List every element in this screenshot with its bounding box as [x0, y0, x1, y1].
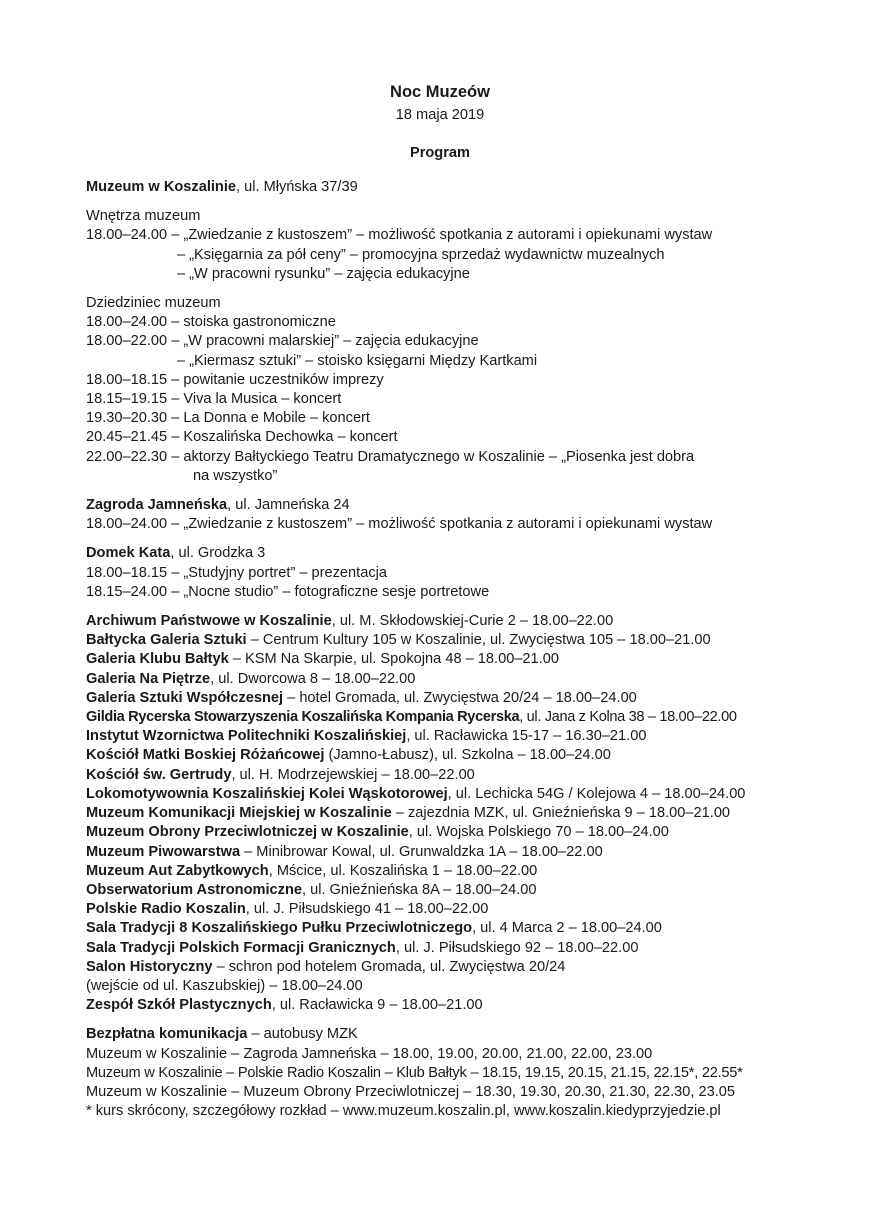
- venue-item: [86, 766, 806, 785]
- venue-name: Sala Tradycji 8 Koszalińskiego Pułku Przeciwlotniczego: [86, 920, 473, 937]
- venue-name: Gildia Rycerska Stowarzyszenia Koszalińska Kompania Rycerska: [86, 709, 520, 726]
- venue-detail: , ul. Racławicka 9 – 18.00–21.00: [271, 997, 483, 1014]
- venue-item: [86, 650, 806, 669]
- schedule-line: 22.00–22.30 – aktorzy Bałtyckiego Teatru Dramatycznego w Koszalinie – „Piosenka jest dobra: [86, 448, 695, 465]
- schedule-line: na wszystko”: [193, 467, 278, 484]
- venue-item-continuation: (wejście od ul. Kaszubskiej) – 18.00–24.00: [86, 977, 363, 994]
- venue-name: Kościół Matki Boskiej Różańcowej: [86, 747, 325, 764]
- venue-name: Instytut Wzornictwa Politechniki Koszalińskiej: [86, 728, 407, 745]
- venue-detail: (Jamno-Łabusz), ul. Szkolna – 18.00–24.00: [324, 747, 611, 764]
- venue-name: Salon Historyczny: [86, 958, 213, 975]
- venue-item: [86, 612, 806, 631]
- venue-name: Bałtycka Galeria Sztuki: [86, 632, 247, 649]
- venue-heading-domek: [86, 544, 806, 563]
- venue-detail: , ul. M. Skłodowskiej-Curie 2 – 18.00–22.00: [331, 613, 614, 630]
- transport-line: Muzeum w Koszalinie – Polskie Radio Koszalin – Klub Bałtyk – 18.15, 19.15, 20.15, 21.15, 22.15*, 22.55*: [86, 1064, 743, 1081]
- venue-detail: , ul. Lechicka 54G / Kolejowa 4 – 18.00–24.00: [447, 785, 746, 802]
- venue-name: Muzeum Piwowarstwa: [86, 843, 241, 860]
- venue-item: [86, 862, 806, 881]
- venue-item: [86, 785, 806, 804]
- schedule-line: 18.00–18.15 – powitanie uczestników imprezy: [86, 371, 384, 388]
- venue-detail: , Mścice, ul. Koszalińska 1 – 18.00–22.00: [268, 862, 538, 879]
- transport-line: Muzeum w Koszalinie – Zagroda Jamneńska – 18.00, 19.00, 20.00, 21.00, 22.00, 23.00: [86, 1045, 653, 1062]
- section-heading-courtyard: Dziedziniec muzeum: [86, 295, 221, 312]
- venue-detail: , ul. Wojska Polskiego 70 – 18.00–24.00: [408, 824, 669, 841]
- venue-detail: – zajezdnia MZK, ul. Gnieźnieńska 9 – 18.00–21.00: [391, 805, 731, 822]
- venue-item: [86, 881, 806, 900]
- venue-detail: , ul. J. Piłsudskiego 41 – 18.00–22.00: [245, 901, 489, 918]
- venue-detail: , ul. J. Piłsudskiego 92 – 18.00–22.00: [395, 939, 639, 956]
- venue-name: Polskie Radio Koszalin: [86, 901, 246, 918]
- venue-name: Sala Tradycji Polskich Formacji Granicznych: [86, 939, 396, 956]
- transport-subtitle: – autobusy MZK: [247, 1026, 358, 1043]
- schedule-line: 18.15–24.00 – „Nocne studio” – fotograficzne sesje portretowe: [86, 583, 490, 600]
- venue-name: Kościół św. Gertrudy: [86, 766, 232, 783]
- venue-item: [86, 843, 806, 862]
- venue-item: [86, 958, 806, 977]
- venue-item: [86, 900, 806, 919]
- venue-name: Muzeum Obrony Przeciwlotniczej w Koszalinie: [86, 824, 409, 841]
- schedule-line: 18.00–18.15 – „Studyjny portret” – prezentacja: [86, 564, 387, 581]
- event-date: 18 maja 2019: [395, 107, 485, 123]
- venue-item: [86, 670, 806, 689]
- venue-item: [86, 631, 806, 650]
- venue-detail: , ul. H. Modrzejewskiej – 18.00–22.00: [231, 766, 475, 783]
- venue-item: [86, 919, 806, 938]
- venue-name: Muzeum Aut Zabytkowych: [86, 862, 269, 879]
- venue-name: Lokomotywownia Koszalińskiej Kolei Wąskotorowej: [86, 785, 448, 802]
- transport-title: Bezpłatna komunikacja: [86, 1026, 248, 1043]
- transport-line: Muzeum w Koszalinie – Muzeum Obrony Przeciwlotniczej – 18.30, 19.30, 20.30, 21.30, 22.30, 23.05: [86, 1083, 735, 1100]
- venue-name: Zespół Szkół Plastycznych: [86, 997, 272, 1014]
- schedule-line: 19.30–20.30 – La Donna e Mobile – koncert: [86, 410, 370, 427]
- venue-detail: , ul. Dworcowa 8 – 18.00–22.00: [210, 670, 416, 687]
- venue-item: [86, 996, 806, 1015]
- schedule-line: 20.45–21.45 – Koszalińska Dechowka – koncert: [86, 429, 398, 446]
- transport-heading: [86, 1025, 806, 1044]
- venue-detail: – hotel Gromada, ul. Zwycięstwa 20/24 – 18.00–24.00: [283, 689, 637, 706]
- venue-name: Domek Kata: [86, 545, 171, 562]
- venue-name: Zagroda Jamneńska: [86, 497, 228, 514]
- venue-item: [86, 689, 806, 708]
- venue-detail: – schron pod hotelem Gromada, ul. Zwycięstwa 20/24: [212, 958, 566, 975]
- program-heading: Program: [409, 145, 470, 161]
- venue-name: Muzeum Komunikacji Miejskiej w Koszalinie: [86, 805, 392, 822]
- venue-detail: – Minibrowar Kowal, ul. Grunwaldzka 1A – 18.00–22.00: [240, 843, 603, 860]
- venue-heading-muzeum: [86, 178, 806, 197]
- venue-detail: , ul. 4 Marca 2 – 18.00–24.00: [472, 920, 662, 937]
- venue-name: Galeria Sztuki Współczesnej: [86, 689, 284, 706]
- venue-address: , ul. Jamneńska 24: [227, 497, 350, 514]
- schedule-line: – „Kiermasz sztuki” – stoisko księgarni Między Kartkami: [177, 352, 538, 369]
- venue-item: [86, 708, 806, 727]
- venue-item: [86, 746, 806, 765]
- venue-detail: , ul. Gnieźnieńska 8A – 18.00–24.00: [301, 881, 537, 898]
- venue-item: [86, 727, 806, 746]
- venue-name: Obserwatorium Astronomiczne: [86, 881, 302, 898]
- venue-detail: , ul. Jana z Kolna 38 – 18.00–22.00: [519, 709, 737, 726]
- schedule-line: – „W pracowni rysunku” – zajęcia edukacyjne: [177, 265, 470, 282]
- schedule-line: – „Księgarnia za pół ceny” – promocyjna sprzedaż wydawnictw muzealnych: [177, 246, 665, 263]
- venue-name: Muzeum w Koszalinie: [86, 179, 237, 195]
- venue-detail: – Centrum Kultury 105 w Koszalinie, ul. Zwycięstwa 105 – 18.00–21.00: [246, 632, 711, 649]
- schedule-line: 18.00–24.00 – „Zwiedzanie z kustoszem” – możliwość spotkania z autorami i opiekunami wystaw: [86, 516, 713, 533]
- transport-note: * kurs skrócony, szczegółowy rozkład – www.muzeum.koszalin.pl, www.koszalin.kiedyprzyjedzie.pl: [86, 1103, 721, 1120]
- venue-item: [86, 823, 806, 842]
- venue-name: Galeria Klubu Bałtyk: [86, 651, 229, 668]
- schedule-line: 18.00–24.00 – „Zwiedzanie z kustoszem” – możliwość spotkania z autorami i opiekunami wystaw: [86, 227, 713, 244]
- venue-heading-zagroda: [86, 496, 806, 515]
- venue-address: , ul. Młyńska 37/39: [236, 179, 358, 195]
- schedule-line: 18.00–22.00 – „W pracowni malarskiej” – zajęcia edukacyjne: [86, 333, 479, 350]
- venue-address: , ul. Grodzka 3: [170, 545, 266, 562]
- venue-item: [86, 939, 806, 958]
- venue-name: Galeria Na Piętrze: [86, 670, 211, 687]
- venue-detail: , ul. Racławicka 15-17 – 16.30–21.00: [406, 728, 647, 745]
- schedule-line: 18.15–19.15 – Viva la Musica – koncert: [86, 391, 342, 408]
- document-title: Noc Muzeów: [390, 83, 490, 101]
- schedule-line: 18.00–24.00 – stoiska gastronomiczne: [86, 314, 336, 331]
- program-content: [86, 178, 806, 1121]
- venue-item: [86, 804, 806, 823]
- venue-detail: – KSM Na Skarpie, ul. Spokojna 48 – 18.00–21.00: [228, 651, 559, 668]
- section-heading-interior: Wnętrza muzeum: [86, 208, 201, 225]
- venue-name: Archiwum Państwowe w Koszalinie: [86, 613, 332, 630]
